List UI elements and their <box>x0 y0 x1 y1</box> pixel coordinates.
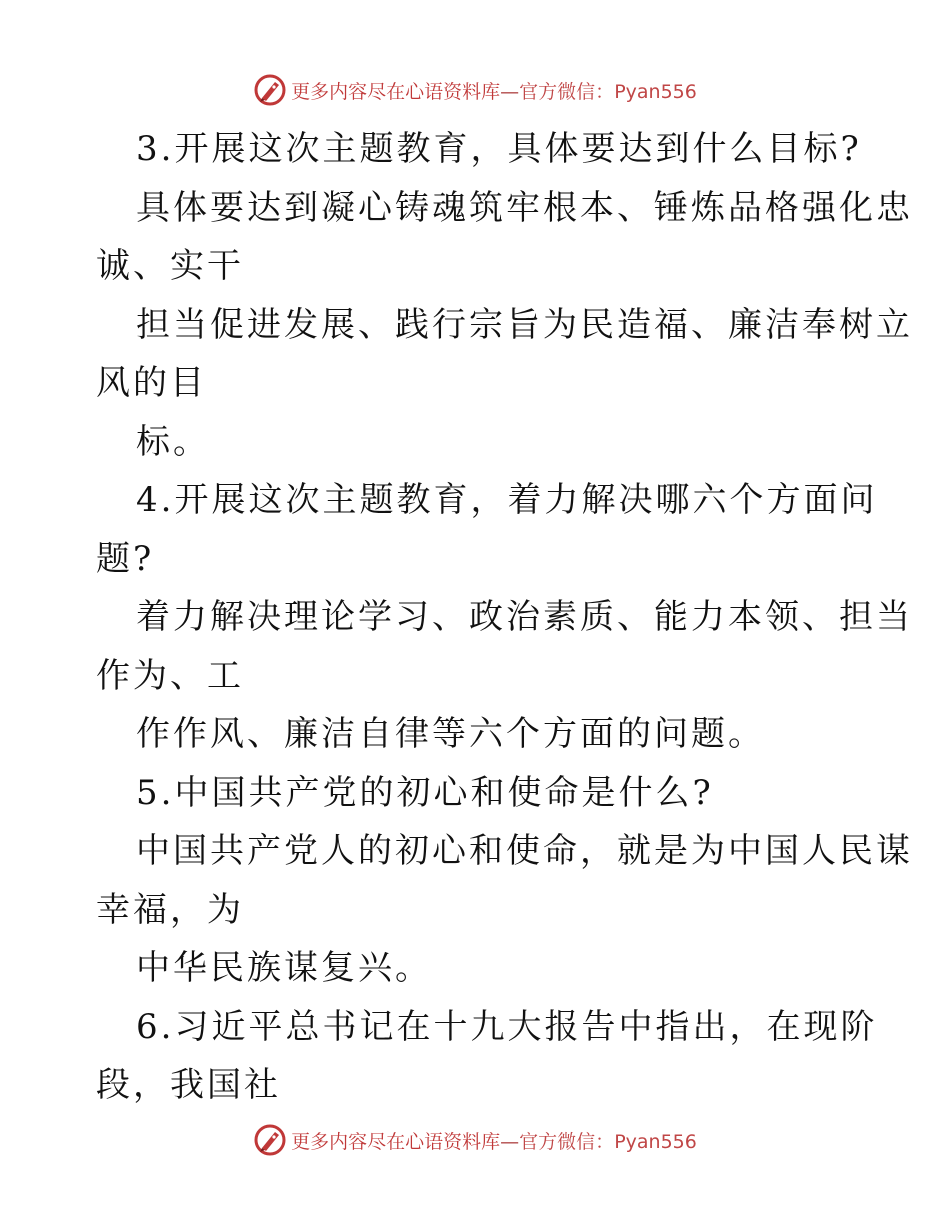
document-body <box>96 120 913 1115</box>
body-line: 担当促进发展、践行宗旨为民造福、廉洁奉树立 <box>136 304 913 345</box>
body-line: 题? <box>96 538 155 579</box>
body-line: 作为、工 <box>96 655 244 696</box>
body-line: 诚、实干 <box>96 246 244 286</box>
body-line: 中国共产党人的初心和使命，就是为中国人民谋 <box>136 831 913 871</box>
body-line: 6.习近平总书记在十九大报告中指出，在现阶 <box>136 1006 878 1047</box>
body-line: 着力解决理论学习、政治素质、能力本领、担当 <box>136 597 913 637</box>
body-line: 3.开展这次主题教育，具体要达到什么目标? <box>136 129 862 169</box>
footer-banner <box>0 1120 950 1160</box>
footer-banner-text: 更多内容尽在心语资料库—官方微信：Pyan556 <box>291 1130 697 1153</box>
body-line: 具体要达到凝心铸魂筑牢根本、锤炼品格强化忠 <box>136 187 913 228</box>
body-line: 作作风、廉洁自律等六个方面的问题。 <box>136 714 765 754</box>
header-banner-text: 更多内容尽在心语资料库—官方微信：Pyan556 <box>291 80 697 103</box>
body-line: 幸福，为 <box>96 889 244 930</box>
header-banner <box>0 70 950 110</box>
pen-logo-icon <box>253 73 287 107</box>
body-line: 中华民族谋复兴。 <box>136 948 432 988</box>
body-line: 风的目 <box>96 363 207 403</box>
body-line: 4.开展这次主题教育，着力解决哪六个方面问 <box>136 480 878 520</box>
body-line: 标。 <box>136 421 210 462</box>
body-line: 段，我国社 <box>96 1065 281 1105</box>
pen-logo-icon <box>253 1123 287 1157</box>
body-line: 5.中国共产党的初心和使命是什么? <box>136 772 714 813</box>
